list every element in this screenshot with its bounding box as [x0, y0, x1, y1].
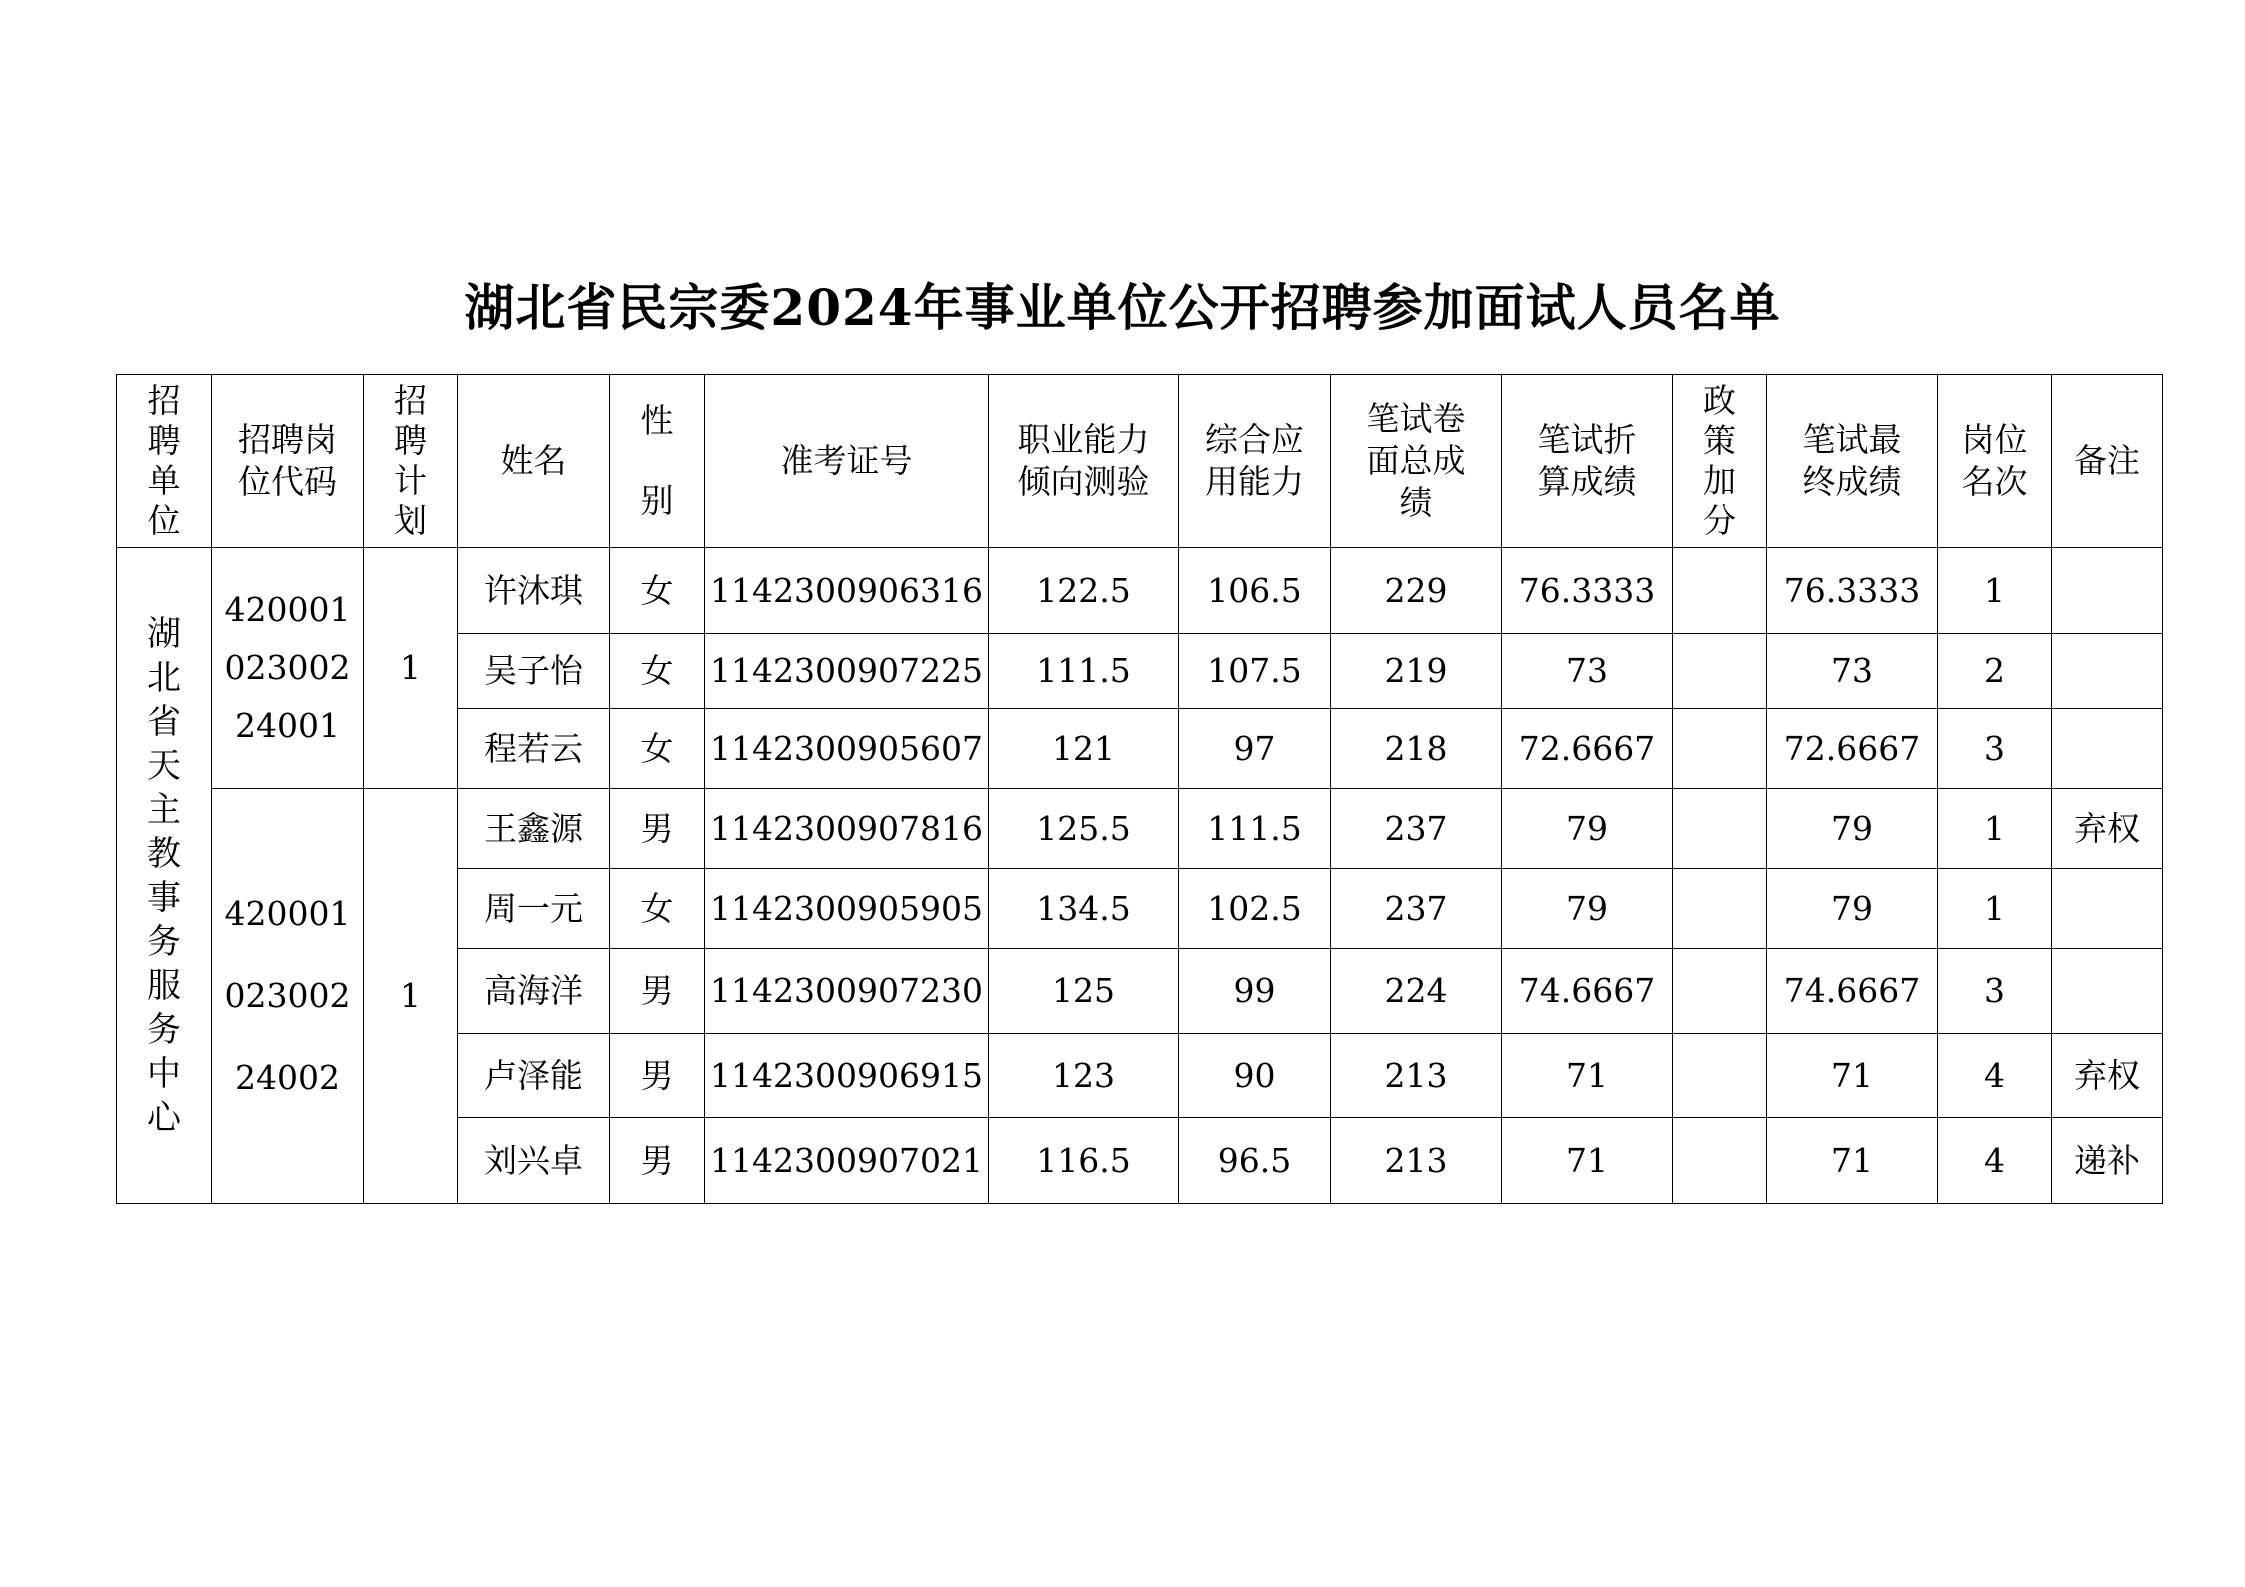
comprehensive-cell: 106.5: [1179, 548, 1331, 634]
post-code-cell: 42000102300224001: [212, 548, 364, 789]
aptitude-cell: 121: [989, 709, 1179, 789]
gender-cell: 男: [610, 789, 705, 869]
aptitude-cell: 125.5: [989, 789, 1179, 869]
aptitude-cell: 123: [989, 1034, 1179, 1118]
final-cell: 72.6667: [1767, 709, 1938, 789]
final-cell: 79: [1767, 869, 1938, 949]
converted-cell: 79: [1502, 869, 1673, 949]
comprehensive-cell: 90: [1179, 1034, 1331, 1118]
header-rank: 岗位名次: [1938, 375, 2052, 548]
final-cell: 79: [1767, 789, 1938, 869]
header-gender: 性别: [610, 375, 705, 548]
comprehensive-cell: 111.5: [1179, 789, 1331, 869]
header-final: 笔试最终成绩: [1767, 375, 1938, 548]
final-cell: 76.3333: [1767, 548, 1938, 634]
written-total-cell: 237: [1331, 789, 1502, 869]
unit-cell: 湖北省天主教事务服务中心: [117, 548, 212, 1204]
rank-cell: 1: [1938, 548, 2052, 634]
converted-cell: 73: [1502, 634, 1673, 709]
note-cell: 弃权: [2052, 789, 2163, 869]
policy-bonus-cell: [1673, 709, 1767, 789]
policy-bonus-cell: [1673, 789, 1767, 869]
aptitude-cell: 125: [989, 949, 1179, 1034]
final-cell: 73: [1767, 634, 1938, 709]
note-cell: [2052, 949, 2163, 1034]
note-cell: 递补: [2052, 1118, 2163, 1204]
comprehensive-cell: 99: [1179, 949, 1331, 1034]
header-converted: 笔试折算成绩: [1502, 375, 1673, 548]
written-total-cell: 219: [1331, 634, 1502, 709]
name-cell: 王鑫源: [458, 789, 610, 869]
aptitude-cell: 134.5: [989, 869, 1179, 949]
ticket-cell: 1142300906316: [705, 548, 989, 634]
gender-cell: 女: [610, 548, 705, 634]
policy-bonus-cell: [1673, 1118, 1767, 1204]
header-plan: 招聘计划: [364, 375, 458, 548]
converted-cell: 71: [1502, 1034, 1673, 1118]
ticket-cell: 1142300905607: [705, 709, 989, 789]
policy-bonus-cell: [1673, 1034, 1767, 1118]
final-cell: 74.6667: [1767, 949, 1938, 1034]
aptitude-cell: 116.5: [989, 1118, 1179, 1204]
ticket-cell: 1142300907816: [705, 789, 989, 869]
plan-cell: 1: [364, 789, 458, 1204]
comprehensive-cell: 96.5: [1179, 1118, 1331, 1204]
policy-bonus-cell: [1673, 949, 1767, 1034]
name-cell: 高海洋: [458, 949, 610, 1034]
table-row: [117, 548, 2163, 634]
comprehensive-cell: 97: [1179, 709, 1331, 789]
post-code-cell: 42000102300224002: [212, 789, 364, 1204]
gender-cell: 女: [610, 634, 705, 709]
ticket-cell: 1142300907225: [705, 634, 989, 709]
converted-cell: 71: [1502, 1118, 1673, 1204]
note-cell: [2052, 869, 2163, 949]
name-cell: 周一元: [458, 869, 610, 949]
policy-bonus-cell: [1673, 634, 1767, 709]
header-aptitude: 职业能力倾向测验: [989, 375, 1179, 548]
converted-cell: 79: [1502, 789, 1673, 869]
gender-cell: 男: [610, 949, 705, 1034]
written-total-cell: 213: [1331, 1118, 1502, 1204]
rank-cell: 3: [1938, 949, 2052, 1034]
converted-cell: 76.3333: [1502, 548, 1673, 634]
written-total-cell: 224: [1331, 949, 1502, 1034]
header-comprehensive: 综合应用能力: [1179, 375, 1331, 548]
rank-cell: 1: [1938, 789, 2052, 869]
ticket-cell: 1142300905905: [705, 869, 989, 949]
rank-cell: 4: [1938, 1118, 2052, 1204]
gender-cell: 女: [610, 869, 705, 949]
name-cell: 吴子怡: [458, 634, 610, 709]
final-cell: 71: [1767, 1118, 1938, 1204]
header-name: 姓名: [458, 375, 610, 548]
policy-bonus-cell: [1673, 548, 1767, 634]
gender-cell: 女: [610, 709, 705, 789]
written-total-cell: 213: [1331, 1034, 1502, 1118]
rank-cell: 3: [1938, 709, 2052, 789]
gender-cell: 男: [610, 1118, 705, 1204]
note-cell: 弃权: [2052, 1034, 2163, 1118]
name-cell: 刘兴卓: [458, 1118, 610, 1204]
name-cell: 程若云: [458, 709, 610, 789]
plan-cell: 1: [364, 548, 458, 789]
name-cell: 许沐琪: [458, 548, 610, 634]
ticket-cell: 1142300907021: [705, 1118, 989, 1204]
header-written-total: 笔试卷面总成绩: [1331, 375, 1502, 548]
header-row: [117, 375, 2163, 548]
policy-bonus-cell: [1673, 869, 1767, 949]
comprehensive-cell: 102.5: [1179, 869, 1331, 949]
header-note: 备注: [2052, 375, 2163, 548]
final-cell: 71: [1767, 1034, 1938, 1118]
converted-cell: 74.6667: [1502, 949, 1673, 1034]
note-cell: [2052, 548, 2163, 634]
rank-cell: 2: [1938, 634, 2052, 709]
ticket-cell: 1142300907230: [705, 949, 989, 1034]
header-ticket: 准考证号: [705, 375, 989, 548]
table-row: [117, 789, 2163, 869]
converted-cell: 72.6667: [1502, 709, 1673, 789]
written-total-cell: 218: [1331, 709, 1502, 789]
header-post-code: 招聘岗位代码: [212, 375, 364, 548]
interview-roster-table: [116, 374, 2163, 1204]
header-policy-bonus: 政策加分: [1673, 375, 1767, 548]
note-cell: [2052, 709, 2163, 789]
written-total-cell: 229: [1331, 548, 1502, 634]
written-total-cell: 237: [1331, 869, 1502, 949]
header-unit: 招聘单位: [117, 375, 212, 548]
rank-cell: 4: [1938, 1034, 2052, 1118]
ticket-cell: 1142300906915: [705, 1034, 989, 1118]
aptitude-cell: 111.5: [989, 634, 1179, 709]
note-cell: [2052, 634, 2163, 709]
aptitude-cell: 122.5: [989, 548, 1179, 634]
gender-cell: 男: [610, 1034, 705, 1118]
name-cell: 卢泽能: [458, 1034, 610, 1118]
rank-cell: 1: [1938, 869, 2052, 949]
page-title: 湖北省民宗委2024年事业单位公开招聘参加面试人员名单: [464, 278, 1781, 337]
comprehensive-cell: 107.5: [1179, 634, 1331, 709]
